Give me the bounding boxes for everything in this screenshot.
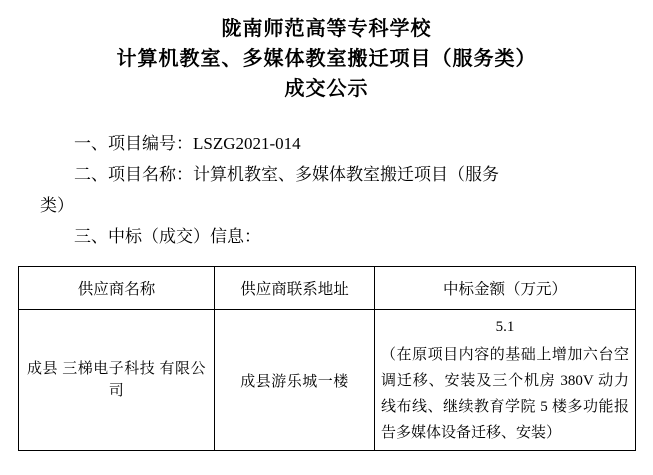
document-body — [18, 128, 635, 252]
header-supplier-address: 供应商联系地址 — [215, 267, 375, 310]
title-line-2: 计算机教室、多媒体教室搬迁项目（服务类） — [116, 48, 537, 70]
paragraph-award-info — [40, 221, 617, 252]
cell-supplier-address: 成县游乐城一楼 — [215, 310, 375, 451]
paragraph-project-name-text: 二、项目名称：计算机教室、多媒体教室搬迁项目（服务 — [74, 165, 499, 184]
title-line-3: 成交公示 — [284, 78, 369, 100]
award-table — [18, 266, 636, 451]
header-supplier-name: 供应商名称 — [19, 267, 215, 310]
paragraph-project-name-cont: 类） — [40, 196, 74, 215]
paragraph-project-number-text: 一、项目编号：LSZG2021-014 — [74, 134, 301, 153]
paragraph-project-number — [40, 128, 617, 159]
table-row — [19, 310, 636, 451]
paragraph-award-info-text: 三、中标（成交）信息： — [74, 227, 261, 246]
header-award-amount: 中标金额（万元） — [375, 267, 636, 310]
cell-award-amount — [375, 310, 636, 451]
cell-supplier-name: 成县 三梯电子科技 有限公司 — [19, 310, 215, 451]
paragraph-project-name — [40, 159, 617, 190]
award-amount-value: 5.1 — [495, 319, 515, 335]
document-title — [18, 14, 635, 104]
title-line-1: 陇南师范高等专科学校 — [221, 18, 432, 40]
award-amount-note: （在原项目内容的基础上增加六台空调迁移、安装及三个机房 380V 动力线布线、继续教育学院 5 楼多功能报告多媒体设备迁移、安装） — [381, 347, 629, 441]
table-header-row — [19, 267, 636, 310]
